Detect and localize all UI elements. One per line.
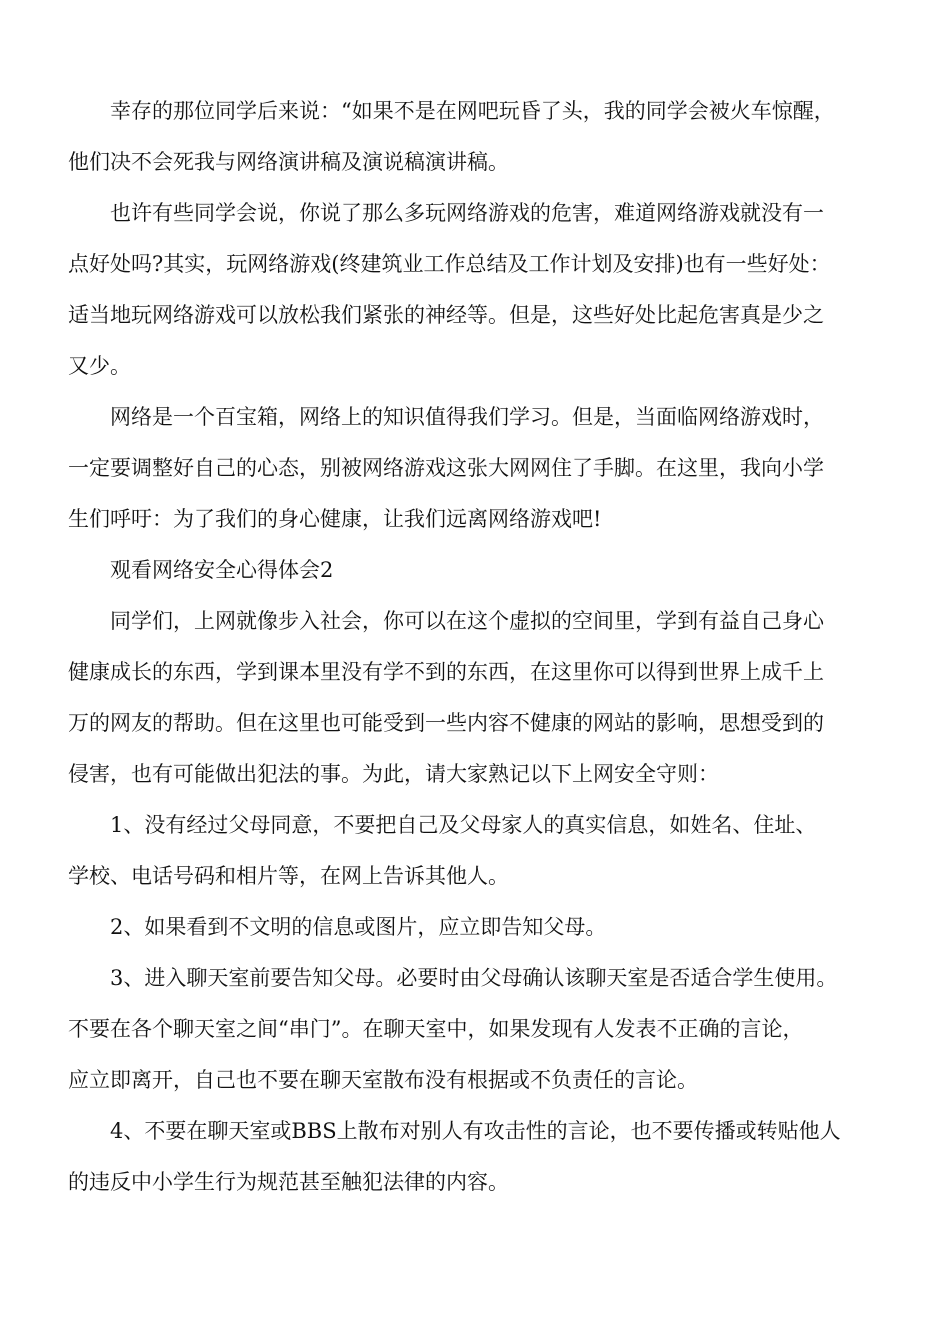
paragraph-treasure-box xyxy=(68,392,898,545)
text-line: 2、如果看到不文明的信息或图片，应立即告知父母。 xyxy=(110,915,607,939)
text-line: 3、进入聊天室前要告知父母。必要时由父母确认该聊天室是否适合学生使用。 xyxy=(110,966,838,990)
text-line: 1、没有经过父母同意，不要把自己及父母家人的真实信息，如姓名、住址、 xyxy=(110,813,817,837)
text-line: 又少。 xyxy=(68,354,131,378)
document-page xyxy=(68,86,898,1208)
rule-item-1 xyxy=(68,800,898,902)
text-line: 的违反中小学生行为规范甚至触犯法律的内容。 xyxy=(68,1170,509,1194)
text-line: 幸存的那位同学后来说：“如果不是在网吧玩昏了头，我的同学会被火车惊醒， xyxy=(110,99,835,123)
paragraph-survivor-quote xyxy=(68,86,898,188)
paragraph-intro xyxy=(68,596,898,800)
text-line: 侵害，也有可能做出犯法的事。为此，请大家熟记以下上网安全守则： xyxy=(68,762,719,786)
paragraph-game-benefits xyxy=(68,188,898,392)
text-line: 应立即离开，自己也不要在聊天室散布没有根据或不负责任的言论。 xyxy=(68,1068,698,1092)
text-line: 生们呼吁：为了我们的身心健康，让我们远离网络游戏吧! xyxy=(68,507,602,531)
text-line: 学校、电话号码和相片等，在网上告诉其他人。 xyxy=(68,864,509,888)
rule-item-4 xyxy=(68,1106,898,1208)
rule-item-2 xyxy=(68,902,898,953)
text-line: 健康成长的东西，学到课本里没有学不到的东西，在这里你可以得到世界上成千上 xyxy=(68,660,824,684)
text-line: 4、不要在聊天室或BBS上散布对别人有攻击性的言论，也不要传播或转贴他人 xyxy=(110,1119,841,1143)
text-line: 万的网友的帮助。但在这里也可能受到一些内容不健康的网站的影响，思想受到的 xyxy=(68,711,824,735)
text-line: 一定要调整好自己的心态，别被网络游戏这张大网网住了手脚。在这里，我向小学 xyxy=(68,456,824,480)
text-line: 不要在各个聊天室之间“串门”。在聊天室中，如果发现有人发表不正确的言论， xyxy=(68,1017,804,1041)
text-line: 网络是一个百宝箱，网络上的知识值得我们学习。但是，当面临网络游戏时， xyxy=(110,405,824,429)
text-line: 也许有些同学会说，你说了那么多玩网络游戏的危害，难道网络游戏就没有一 xyxy=(110,201,824,225)
section-title: 观看网络安全心得体会2 xyxy=(110,558,334,582)
rule-item-3 xyxy=(68,953,898,1106)
text-line: 他们决不会死我与网络演讲稿及演说稿演讲稿。 xyxy=(68,150,509,174)
text-line: 同学们，上网就像步入社会，你可以在这个虚拟的空间里，学到有益自己身心 xyxy=(110,609,824,633)
text-line: 点好处吗?其实，玩网络游戏(终建筑业工作总结及工作计划及安排)也有一些好处： xyxy=(68,252,831,276)
section-heading xyxy=(68,545,898,596)
text-line: 适当地玩网络游戏可以放松我们紧张的神经等。但是，这些好处比起危害真是少之 xyxy=(68,303,824,327)
